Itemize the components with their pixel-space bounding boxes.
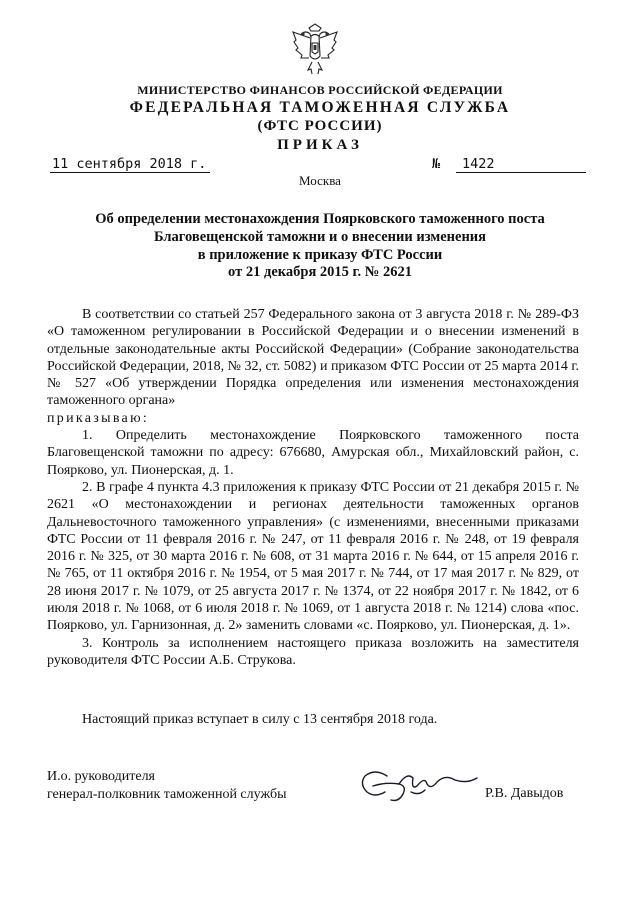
signatory-position-line: генерал-полковник таможенной службы xyxy=(47,786,287,802)
order-number-sign: № xyxy=(432,156,441,172)
document-title xyxy=(60,211,580,282)
title-line: Об определении местонахождения Поярковского таможенного поста xyxy=(95,211,545,227)
document-body xyxy=(47,306,579,669)
city: Москва xyxy=(299,173,341,188)
signatory-position-line: И.о. руководителя xyxy=(47,769,156,784)
order-word: приказываю: xyxy=(47,410,150,426)
document-type: ПРИКАЗ xyxy=(277,137,363,153)
preamble-paragraph: В соответствии со статьей 257 Федерального закона от 3 августа 2018 г. № 289-ФЗ «О таможенном регулировании в Российской Федерации и о внесении изменений в отдельные законодательные акты Российской Федерации» (Собрание законодательства Российской Федерации, 2018, № 32, ст. 5082) и приказом ФТС России от 25 марта 2014 г. № 527 «Об утверждении Порядка определения или изменения местонахождения таможенного органа» xyxy=(47,307,579,409)
order-number: 1422 xyxy=(456,156,586,173)
service-name: ФЕДЕРАЛЬНАЯ ТАМОЖЕННАЯ СЛУЖБА xyxy=(129,99,511,116)
order-date: 11 сентября 2018 г. xyxy=(50,156,210,173)
item-2-paragraph: 2. В графе 4 пункта 4.3 приложения к приказу ФТС России от 21 декабря 2015 г. № 2621 «О местонахождении и регионах деятельности таможенных органов Дальневосточного таможенного управления» (с изменениями, внесенными приказами ФТС России от 11 февраля 2016 г. № 247, от 11 февраля 2016 г. № 248, от 19 февраля 2016 г. № 325, от 30 марта 2016 г. № 608, от 31 марта 2016 г. № 644, от 15 апреля 2016 г. № 765, от 11 октября 2016 г. № 1954, от 5 мая 2017 г. № 744, от 17 мая 2017 г. № 829, от 28 июня 2017 г. № 1079, от 25 августа 2017 г. № 1374, от 22 ноября 2017 г. № 1842, от 6 июля 2018 г. № 1068, от 6 июля 2018 г. № 1069, от 1 августа 2018 г. № 1214) слова «пос. Поярково, ул. Гарнизонная, д. 2» заменить словами «с. Поярково, ул. Пионерская, д. 1». xyxy=(47,479,579,634)
title-line: от 21 декабря 2015 г. № 2621 xyxy=(228,264,412,281)
title-line: в приложение к приказу ФТС России xyxy=(197,246,443,263)
title-line: Благовещенской таможни и о внесении изменения xyxy=(153,228,486,245)
state-emblem-icon xyxy=(290,22,340,78)
effective-date-statement: Настоящий приказ вступает в силу с 13 сентября 2018 года. xyxy=(82,712,438,727)
item-1-paragraph: 1. Определить местонахождение Поярковского таможенного поста Благовещенской таможни по адресу: 676680, Амурская обл., Михайловский район, с. Поярково, ул. Пионерская, д. 1. xyxy=(47,428,579,478)
ministry-name: МИНИСТЕРСТВО ФИНАНСОВ РОССИЙСКОЙ ФЕДЕРАЦИИ xyxy=(137,83,503,97)
handwritten-signature xyxy=(355,762,480,808)
signatory-name: Р.В. Давыдов xyxy=(485,786,564,801)
service-short-name: (ФТС РОССИИ) xyxy=(257,118,383,134)
item-3-paragraph: 3. Контроль за исполнением настоящего приказа возложить на заместителя руководителя ФТС России А.Б. Струкова. xyxy=(47,635,579,668)
signatory-position xyxy=(47,768,286,803)
